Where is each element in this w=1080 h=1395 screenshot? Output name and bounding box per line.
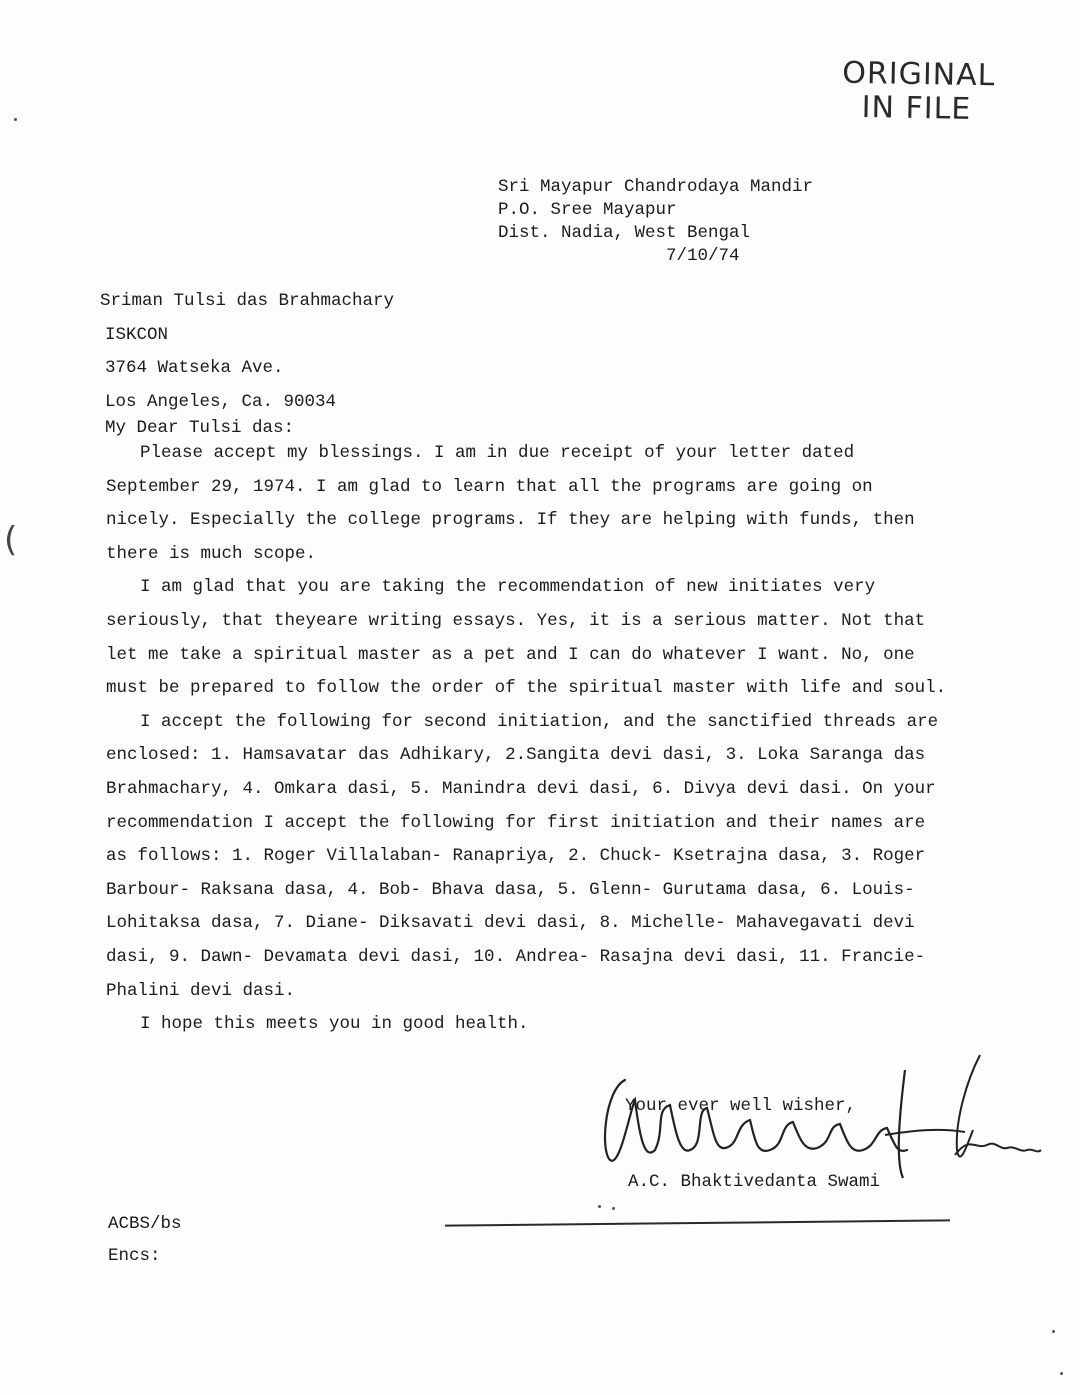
speck xyxy=(14,118,17,121)
stamp-line-1: ORIGINAL xyxy=(842,55,996,94)
letter-date: 7/10/74 xyxy=(666,246,740,266)
speck xyxy=(598,1205,601,1208)
letter-body xyxy=(106,437,956,1042)
salutation: My Dear Tulsi das: xyxy=(105,418,295,438)
reference-initials: ACBS/bs xyxy=(108,1214,182,1234)
speck xyxy=(1052,1330,1055,1333)
speck xyxy=(1060,1372,1063,1375)
recipient-name: Sriman Tulsi das Brahmachary xyxy=(100,291,395,311)
address-line-3: Dist. Nadia, West Bengal xyxy=(498,223,751,243)
address-line-2: P.O. Sree Mayapur xyxy=(498,200,677,220)
paragraph-4: I hope this meets you in good health. xyxy=(140,1014,529,1035)
typed-signature-name: A.C. Bhaktivedanta Swami xyxy=(628,1172,881,1192)
recipient-org: ISKCON xyxy=(105,324,169,345)
closing: Your ever well wisher, xyxy=(625,1096,857,1116)
signature-underline xyxy=(445,1219,950,1226)
speck xyxy=(612,1207,615,1210)
sender-address xyxy=(498,176,813,268)
punch-hole-mark: ( xyxy=(4,520,18,560)
enclosure-label: Encs: xyxy=(108,1246,161,1266)
recipient-block xyxy=(100,285,394,419)
paragraph-2: I am glad that you are taking the recommendation of new initiates very seriously, that theyeare writing essays. Yes, it is a serious matter. Not that let me take a spiritual master as a pet and I can do whatever I want. No, one must be prepared to follow the order of the spiritual master with life and soul. xyxy=(106,577,947,699)
stamp-line-2: IN FILE xyxy=(861,90,972,127)
paragraph-3: I accept the following for second initiation, and the sanctified threads are enclosed: 1. Hamsavatar das Adhikary, 2.Sangita devi dasi, 3. Loka Saranga das Brahmachary, 4. Omkara dasi, 5. Manindra devi dasi, 6. Divya devi dasi. On your recommendation I accept the following for first initiation and their names are as follows: 1. Roger Villalaban- Ranapriya, 2. Chuck- Ksetrajna dasa, 3. Roger Barbour- Raksana dasa, 4. Bob- Bhava dasa, 5. Glenn- Gurutama dasa, 6. Louis- Lohitaksa dasa, 7. Diane- Diksavati devi dasi, 8. Michelle- Mahavegavati devi dasi, 9. Dawn- Devamata devi dasi, 10. Andrea- Rasajna devi dasi, 11. Francie- Phalini devi dasi. xyxy=(106,711,939,1001)
original-in-file-stamp xyxy=(841,57,995,128)
address-line-1: Sri Mayapur Chandrodaya Mandir xyxy=(498,177,814,197)
paragraph-1: Please accept my blessings. I am in due receipt of your letter dated September 29, 1974. I am glad to learn that all the programs are going on nicely. Especially the college programs. If they are helping with funds, then there is much scope. xyxy=(106,443,915,564)
recipient-street: 3764 Watseka Ave. xyxy=(105,358,284,378)
recipient-city: Los Angeles, Ca. 90034 xyxy=(105,391,337,412)
reference-block xyxy=(108,1208,182,1272)
